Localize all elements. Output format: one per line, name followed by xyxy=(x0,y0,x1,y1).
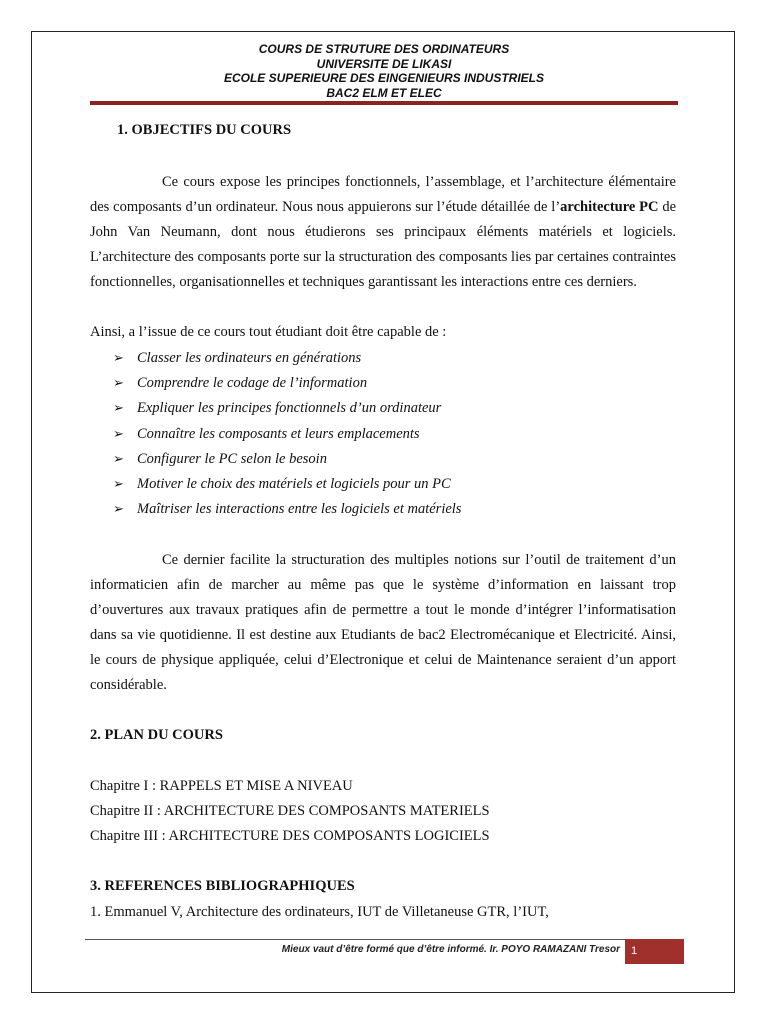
objective-item xyxy=(113,496,461,521)
objectives-list xyxy=(113,345,461,521)
objective-text: Configurer le PC selon le besoin xyxy=(137,450,327,467)
page-number-badge: 1 xyxy=(625,939,684,964)
objective-text: Motiver le choix des matériels et logiciels pour un PC xyxy=(137,475,451,492)
section-1-second-paragraph: Ce dernier facilite la structuration des multiples notions sur l’outil de traitement d’un informaticien afin de marcher au même pas que le système d’information en laissant trop d’ouvertures aux travaux pratiques afin de permettre a tout le monde d’intégrer l’informatisation dans sa vie quotidienne. Il est destine aux Etudiants de bac2 Electromécanique et Electricité. Ainsi, le cours de physique appliquée, celui d’Electronique et celui de Maintenance seraient d’un apport considérable. xyxy=(90,552,676,693)
header-university: UNIVERSITE DE LIKASI xyxy=(316,56,452,71)
objective-item xyxy=(113,446,461,471)
objective-item xyxy=(113,370,461,395)
objective-text: Connaître les composants et leurs emplacements xyxy=(137,425,420,442)
objective-text: Expliquer les principes fonctionnels d’un ordinateur xyxy=(137,400,442,417)
section-3-title: 3. REFERENCES BIBLIOGRAPHIQUES xyxy=(90,878,355,894)
intro-bold-term: architecture PC xyxy=(560,199,659,215)
objective-item xyxy=(113,345,461,370)
arrow-bullet-icon: ➢ xyxy=(113,450,124,466)
objective-text: Classer les ordinateurs en générations xyxy=(137,350,362,366)
chapter-item: Chapitre II : ARCHITECTURE DES COMPOSANTS MATERIELS xyxy=(90,803,490,819)
footer-divider xyxy=(85,939,625,940)
section-1-intro-paragraph xyxy=(90,170,676,295)
intro-text-part1: Ce cours expose les principes fonctionnels, l’assemblage, et l’architecture élémentaire des composants d’un ordinateur. Nous nous appuierons sur l’étude détaillée de l’ xyxy=(90,174,676,215)
footer-motto: Mieux vaut d’être formé que d’être informé. Ir. POYO RAMAZANI Tresor xyxy=(281,944,620,955)
header-school: ECOLE SUPERIEURE DES EINGENIEURS INDUSTRIELS xyxy=(223,71,545,85)
document-header xyxy=(90,42,678,100)
objective-item xyxy=(113,395,461,420)
header-level: BAC2 ELM ET ELEC xyxy=(326,85,442,100)
reference-item: 1. Emmanuel V, Architecture des ordinateurs, IUT de Villetaneuse GTR, l’IUT, xyxy=(90,904,549,920)
arrow-bullet-icon: ➢ xyxy=(113,375,124,391)
section-1-title: 1. OBJECTIFS DU COURS xyxy=(117,122,292,138)
objective-item xyxy=(113,471,461,496)
objective-text: Comprendre le codage de l’information xyxy=(137,375,368,392)
chapter-item: Chapitre III : ARCHITECTURE DES COMPOSANTS LOGICIELS xyxy=(90,828,490,844)
objective-text: Maîtriser les interactions entre les logiciels et matériels xyxy=(137,501,462,518)
arrow-bullet-icon: ➢ xyxy=(113,425,124,441)
objectives-lead-in: Ainsi, a l’issue de ce cours tout étudiant doit être capable de : xyxy=(90,324,447,340)
objective-item xyxy=(113,421,461,446)
intro-text-part2: de John Van Neumann, dont nous étudierons ses principaux éléments matériels et logiciels. L’architecture des composants porte sur la structuration des composants lies par certaines contraintes fonctionnelles, organisationnelles et techniques garantissant les interactions entre ces derniers. xyxy=(90,199,677,290)
chapter-item: Chapitre I : RAPPELS ET MISE A NIVEAU xyxy=(90,778,353,794)
section-2-title: 2. PLAN DU COURS xyxy=(90,727,223,743)
arrow-bullet-icon: ➢ xyxy=(113,501,124,517)
header-course-title: COURS DE STRUTURE DES ORDINATEURS xyxy=(258,42,510,56)
header-divider xyxy=(90,101,678,105)
arrow-bullet-icon: ➢ xyxy=(113,475,124,491)
arrow-bullet-icon: ➢ xyxy=(113,400,124,416)
arrow-bullet-icon: ➢ xyxy=(113,350,124,365)
